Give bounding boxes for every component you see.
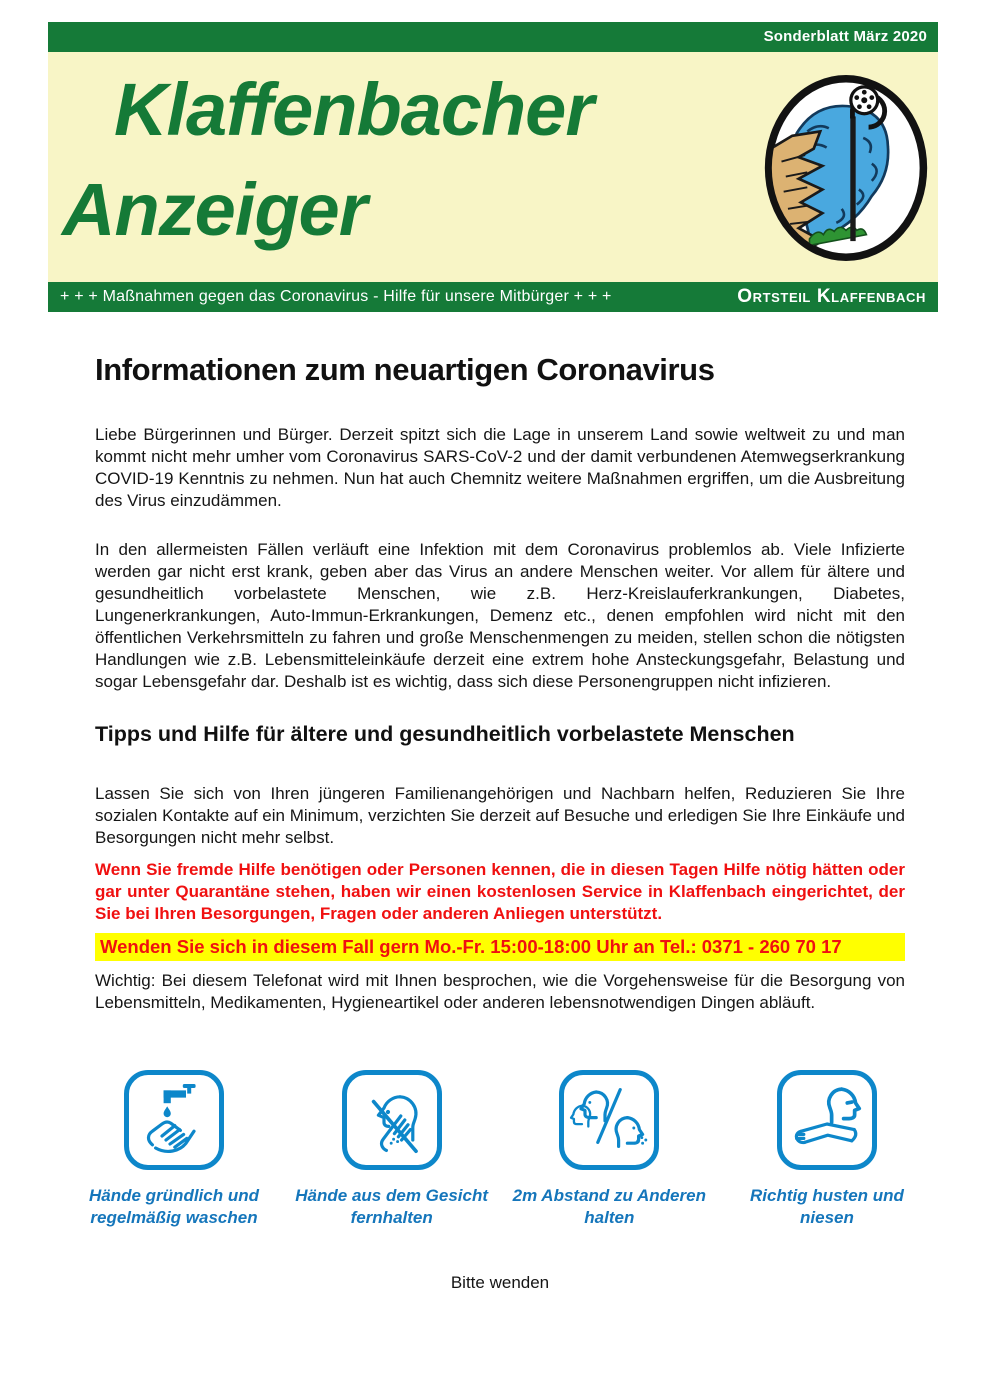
- hygiene-item-wash-hands: [74, 1070, 274, 1229]
- title-line-2: Anzeiger: [62, 168, 367, 251]
- page-turn-note: Bitte wenden: [450, 1273, 550, 1292]
- masthead: [48, 52, 938, 282]
- article: [89, 352, 905, 1293]
- hygiene-item-cough-sneeze: [727, 1070, 927, 1229]
- important-note-paragraph: Wichtig: Bei diesem Telefonat wird mit Ihnen besprochen, wie die Vorgehensweise für die Besorgung von Lebensmitteln, Medikamenten, Hygieneartikel oder anderen lebensnotwendigen Dingen abläuft.: [95, 971, 905, 1012]
- hygiene-caption: Richtig husten und niesen: [750, 1186, 904, 1227]
- hygiene-caption: 2m Abstand zu Anderen halten: [512, 1186, 706, 1227]
- hygiene-item-keep-distance: [509, 1070, 709, 1229]
- wash-hands-icon: [124, 1070, 224, 1170]
- hygiene-item-hands-off-face: [292, 1070, 492, 1229]
- phone-hotline-highlight: Wenden Sie sich in diesem Fall gern Mo.-Fr. 15:00-18:00 Uhr an Tel.: 0371 - 260 70 17: [95, 933, 905, 961]
- ticker-bar: [48, 282, 938, 312]
- header: [48, 22, 938, 312]
- klaffenbach-crest-logo: [760, 68, 932, 268]
- ticker-text: + + + Maßnahmen gegen das Coronavirus - Hilfe für unsere Mitbürger + + +: [60, 288, 612, 305]
- hygiene-caption: Hände aus dem Gesicht fernhalten: [295, 1186, 489, 1227]
- issue-label: Sonderblatt März 2020: [763, 28, 927, 45]
- infection-paragraph: In den allermeisten Fällen verläuft eine Infektion mit dem Coronavirus problemlos ab. Viele Infizierte werden gar nicht erst krank, geben aber das Virus an andere Menschen weiter. Vor allem für ältere und gesundheitlich vorbelastete Menschen, wie z.B. Herz-Kreislauferkrankungen, Diabetes, Lungenerkrankungen, Auto-Immun-Erkrankungen, Demenz etc., denen empfohlen wird nicht mit den öffentlichen Verkehrsmitteln zu fahren und große Menschenmengen zu meiden, stellen schon die nötigsten Handlungen wie z.B. Lebensmitteleinkäufe derzeit eine extrem hohe Ansteckungsgefahr, Belastung und sogar Lebensgefahr dar. Deshalb ist es wichtig, dass sich diese Personengruppen nicht infizieren.: [95, 540, 905, 691]
- title-line-1: Klaffenbacher: [114, 68, 594, 151]
- cough-sneeze-icon: [777, 1070, 877, 1170]
- keep-distance-icon: [559, 1070, 659, 1170]
- tips-paragraph: Lassen Sie sich von Ihren jüngeren Familienangehörigen und Nachbarn helfen, Reduzieren Sie Ihre sozialen Kontakte auf ein Minimum, verzichten Sie derzeit auf Besuche und erledigen Sie Ihre Einkäufe und Besorgungen nicht mehr selbst.: [95, 784, 905, 847]
- article-title: Informationen zum neuartigen Coronavirus: [95, 352, 715, 387]
- district-label: Ortsteil Klaffenbach: [737, 286, 926, 307]
- hygiene-icons-row: [74, 1070, 927, 1229]
- help-service-alert-paragraph: Wenn Sie fremde Hilfe benötigen oder Personen kennen, die in diesen Tagen Hilfe nötig hätten oder gar unter Quarantäne stehen, haben wir einen kostenlosen Service in Klaffenbach eingerichtet, der Sie bei Ihren Besorgungen, Fragen oder anderen Anliegen unterstützt.: [95, 860, 905, 923]
- issue-bar: [48, 22, 938, 52]
- intro-paragraph: Liebe Bürgerinnen und Bürger. Derzeit spitzt sich die Lage in unserem Land sowie weltweit zu und man kommt nicht mehr umher vom Coronavirus SARS-CoV-2 und der damit verbundenen Atemwegserkrankung COVID-19 Kenntnis zu nehmen. Nun hat auch Chemnitz weitere Maßnahmen ergriffen, um die Ausbreitung des Virus einzudämmen.: [95, 425, 905, 510]
- hygiene-caption: Hände gründlich und regelmäßig waschen: [89, 1186, 259, 1227]
- tips-heading: Tipps und Hilfe für ältere und gesundheitlich vorbelastete Menschen: [95, 722, 795, 746]
- hands-off-face-icon: [342, 1070, 442, 1170]
